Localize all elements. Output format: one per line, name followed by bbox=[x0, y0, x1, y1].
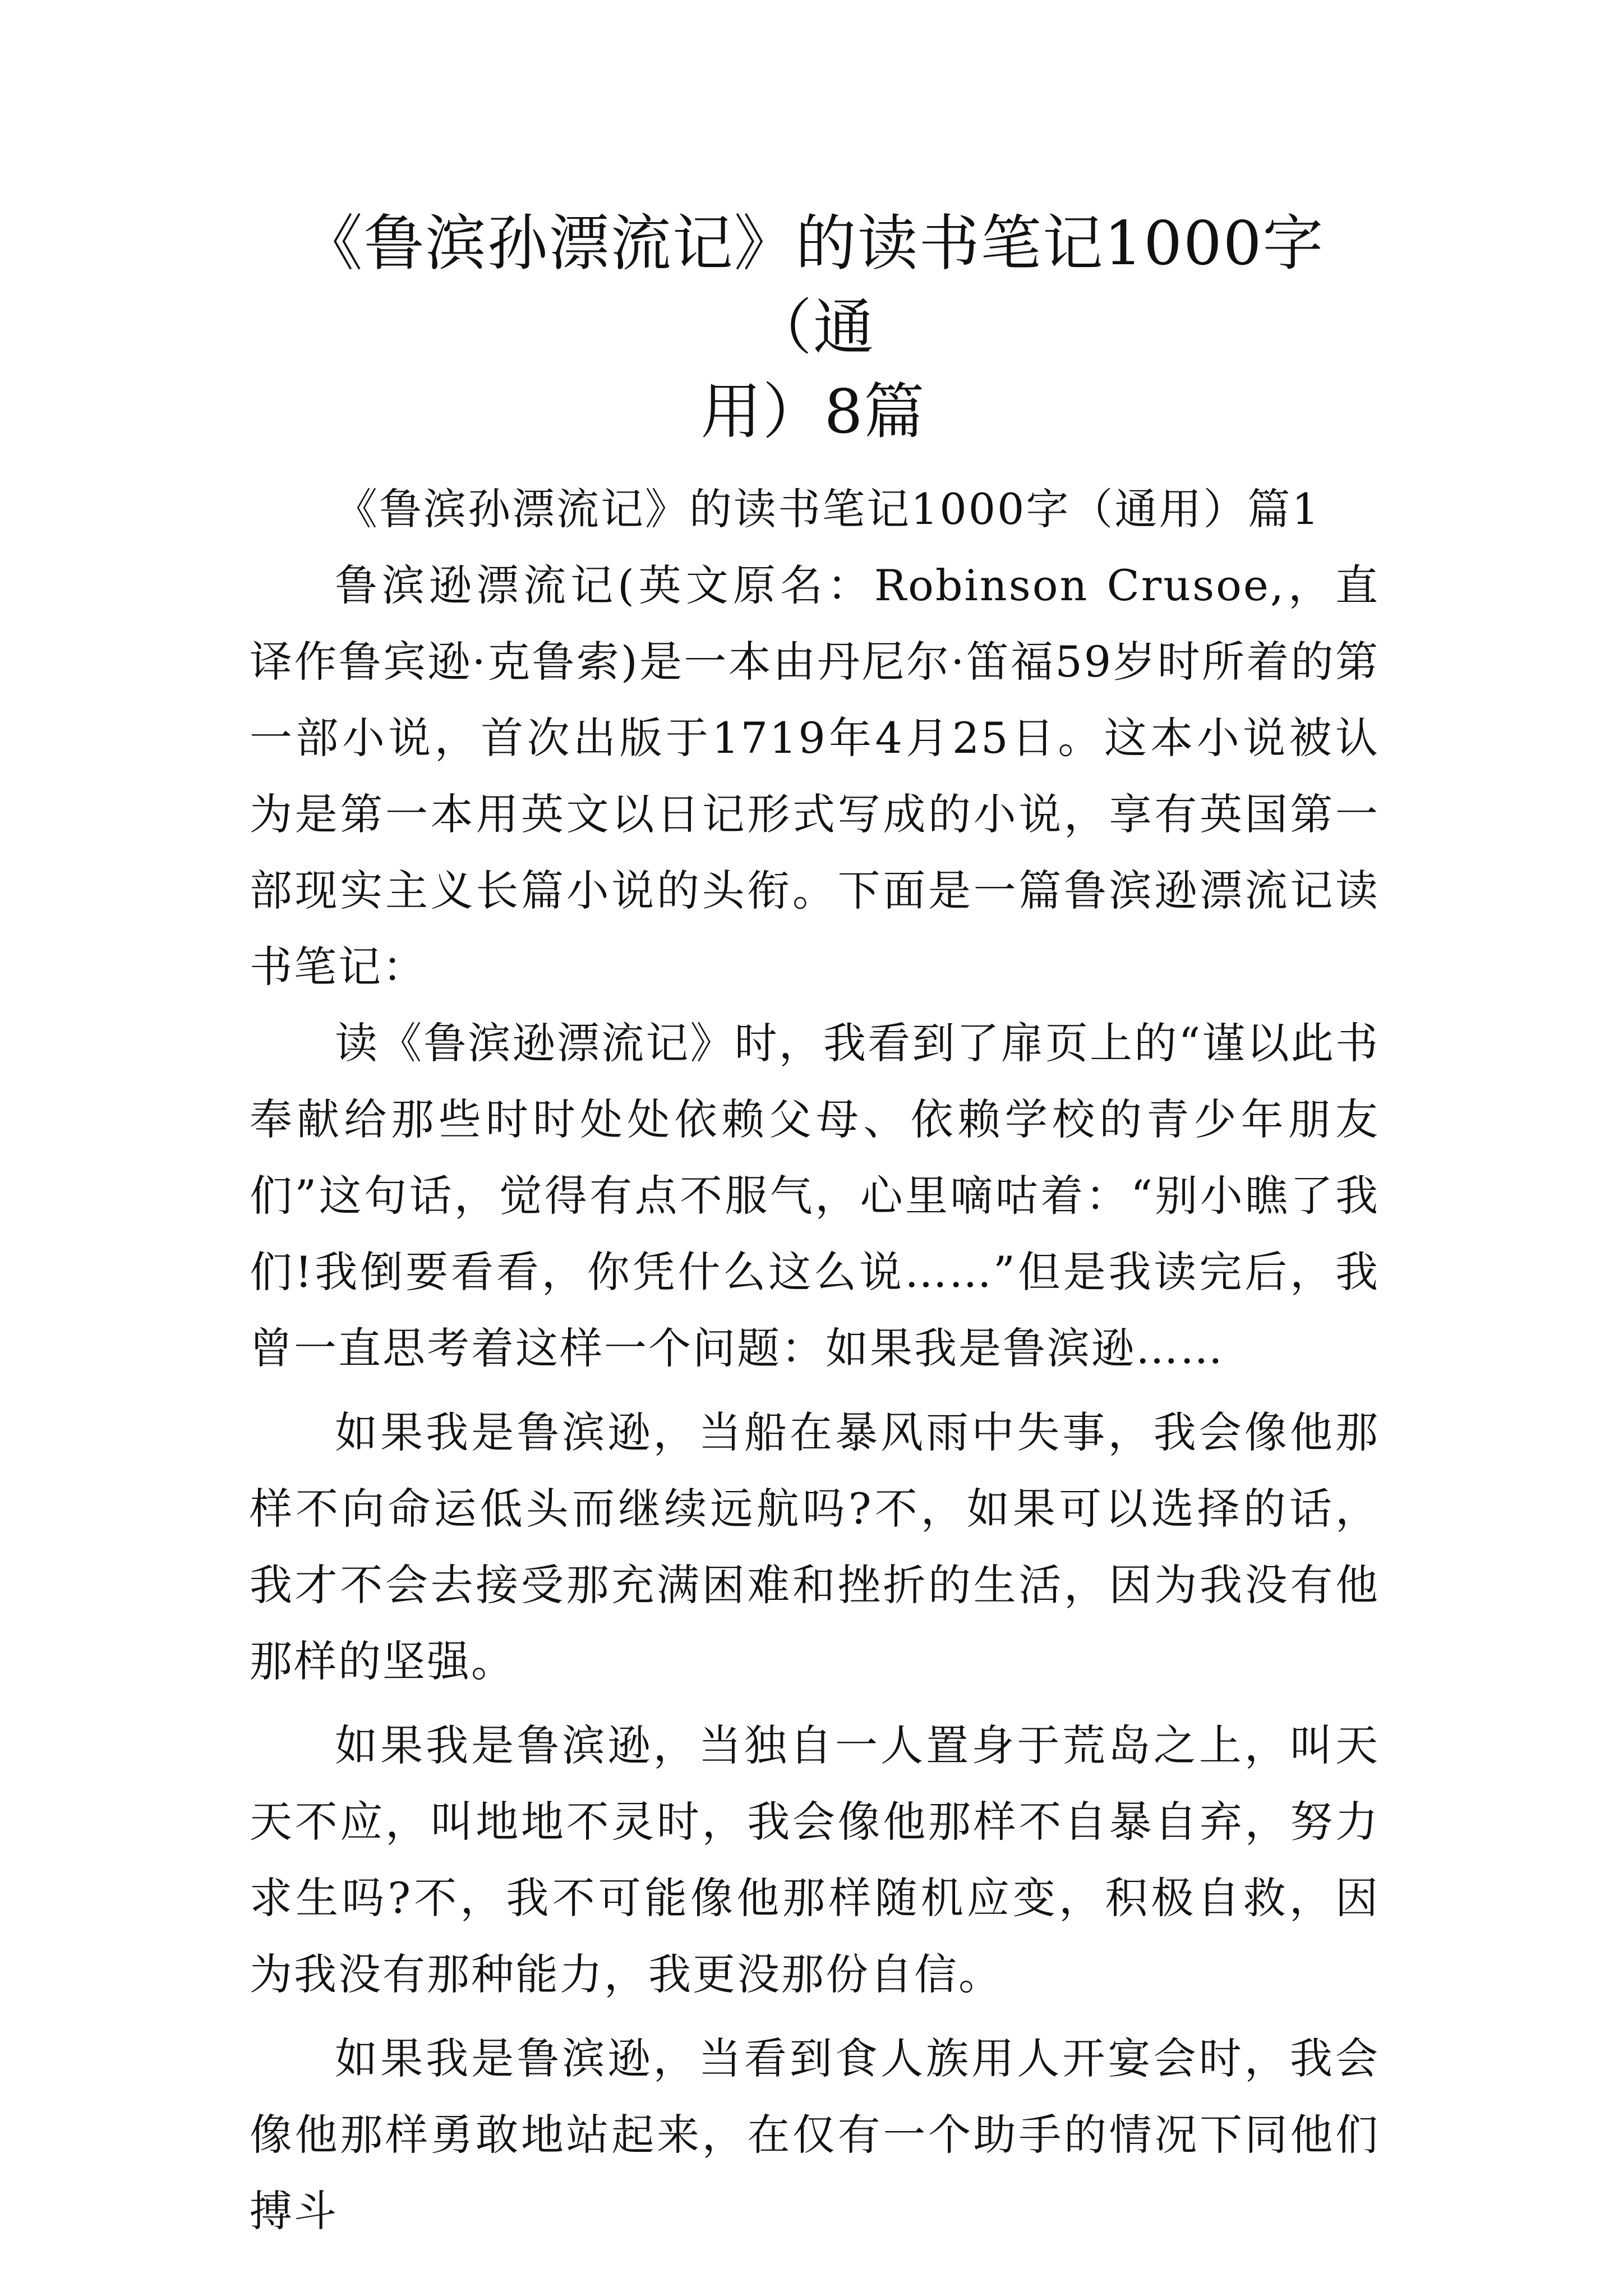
paragraph-intro: 鲁滨逊漂流记(英文原名：Robinson Crusoe,，直译作鲁宾逊·克鲁索)是一本由丹尼尔·笛福59岁时所着的第一部小说，首次出版于1719年4月25日。这本小说被认为是第一本用英文以日记形式写成的小说，享有英国第一部现实主义长篇小说的头衔。下面是一篇鲁滨逊漂流记读书笔记： bbox=[250, 560, 1380, 992]
document-body bbox=[250, 471, 1380, 2249]
document-title-line-2: 用）8篇 bbox=[700, 377, 926, 447]
document-title bbox=[241, 202, 1385, 454]
section-heading: 《鲁滨孙漂流记》的读书笔记1000字（通用）篇1 bbox=[335, 484, 1321, 534]
paragraph-island: 如果我是鲁滨逊，当独自一人置身于荒岛之上，叫天天不应，叫地地不灵时，我会像他那样不自暴自弃，努力求生吗?不，我不可能像他那样随机应变，积极自救，因为我没有那种能力，我更没那份自信。 bbox=[250, 1720, 1380, 1999]
paragraph-storm: 如果我是鲁滨逊，当船在暴风雨中失事，我会像他那样不向命运低头而继续远航吗?不，如果可以选择的话，我才不会去接受那充满困难和挫折的生活，因为我没有他那样的坚强。 bbox=[250, 1407, 1380, 1686]
paragraph-reading: 读《鲁滨逊漂流记》时，我看到了扉页上的“谨以此书奉献给那些时时处处依赖父母、依赖学校的青少年朋友们”这句话，觉得有点不服气，心里嘀咕着：“别小瞧了我们!我倒要看看，你凭什么这么说……”但是我读完后，我曾一直思考着这样一个问题：如果我是鲁滨逊…… bbox=[250, 1018, 1380, 1373]
paragraph-cannibals: 如果我是鲁滨逊，当看到食人族用人开宴会时，我会像他那样勇敢地站起来，在仅有一个助手的情况下同他们搏斗 bbox=[250, 2033, 1380, 2236]
document-title-line-1: 《鲁滨孙漂流记》的读书笔记1000字（通 bbox=[302, 209, 1325, 363]
